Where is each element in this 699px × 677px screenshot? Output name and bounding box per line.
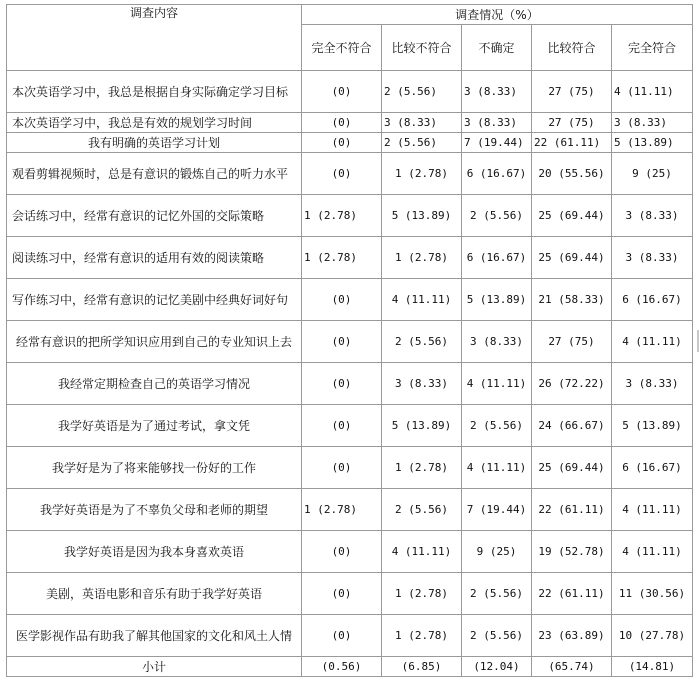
value-cell: (0) — [302, 133, 382, 153]
value-cell: 6 (16.67) — [462, 237, 532, 279]
question-cell: 我学好英语是因为我本身喜欢英语 — [7, 531, 302, 573]
value-cell: (0) — [302, 71, 382, 113]
total-cell: (14.81) — [612, 657, 693, 677]
header-col-5: 完全符合 — [612, 25, 693, 71]
value-cell: 2 (5.56) — [462, 573, 532, 615]
table-row — [7, 237, 693, 279]
value-cell: 2 (5.56) — [462, 195, 532, 237]
value-cell: (0) — [302, 113, 382, 133]
value-cell: 11 (30.56) — [612, 573, 693, 615]
header-col-1: 完全不符合 — [302, 25, 382, 71]
table-row — [7, 133, 693, 153]
value-cell: 6 (16.67) — [612, 279, 693, 321]
question-cell: 本次英语学习中，我总是有效的规划学习时间 — [7, 113, 302, 133]
question-cell: 本次英语学习中，我总是根据自身实际确定学习目标 — [7, 71, 302, 113]
table-row — [7, 405, 693, 447]
survey-table — [6, 4, 693, 677]
value-cell: (0) — [302, 321, 382, 363]
value-cell: 19 (52.78) — [532, 531, 612, 573]
value-cell: 3 (8.33) — [382, 363, 462, 405]
value-cell: 27 (75) — [532, 113, 612, 133]
value-cell: 5 (13.89) — [612, 405, 693, 447]
value-cell: (0) — [302, 531, 382, 573]
value-cell: 4 (11.11) — [612, 71, 693, 113]
question-cell: 阅读练习中，经常有意识的适用有效的阅读策略 — [7, 237, 302, 279]
value-cell: (0) — [302, 615, 382, 657]
value-cell: (0) — [302, 405, 382, 447]
table-row — [7, 363, 693, 405]
question-cell: 我经常定期检查自己的英语学习情况 — [7, 363, 302, 405]
value-cell: 4 (11.11) — [612, 489, 693, 531]
question-cell: 写作练习中，经常有意识的记忆美剧中经典好词好句 — [7, 279, 302, 321]
value-cell: 4 (11.11) — [462, 447, 532, 489]
value-cell: 22 (61.11) — [532, 573, 612, 615]
value-cell: 27 (75) — [532, 71, 612, 113]
question-cell: 我有明确的英语学习计划 — [7, 133, 302, 153]
survey-table-wrapper — [6, 4, 693, 677]
question-cell: 经常有意识的把所学知识应用到自己的专业知识上去 — [7, 321, 302, 363]
value-cell: 6 (16.67) — [462, 153, 532, 195]
value-cell: 2 (5.56) — [382, 489, 462, 531]
value-cell: 5 (13.89) — [612, 133, 693, 153]
question-cell: 观看剪辑视频时，总是有意识的锻炼自己的听力水平 — [7, 153, 302, 195]
value-cell: 3 (8.33) — [612, 363, 693, 405]
value-cell: 6 (16.67) — [612, 447, 693, 489]
value-cell: 1 (2.78) — [382, 153, 462, 195]
value-cell: 3 (8.33) — [462, 321, 532, 363]
value-cell: 2 (5.56) — [382, 71, 462, 113]
total-cell: (0.56) — [302, 657, 382, 677]
value-cell: 4 (11.11) — [382, 531, 462, 573]
header-col-2: 比较不符合 — [382, 25, 462, 71]
value-cell: 4 (11.11) — [612, 531, 693, 573]
table-row — [7, 153, 693, 195]
value-cell: 20 (55.56) — [532, 153, 612, 195]
value-cell: 5 (13.89) — [462, 279, 532, 321]
table-row — [7, 321, 693, 363]
table-row — [7, 113, 693, 133]
value-cell: 22 (61.11) — [532, 489, 612, 531]
value-cell: 5 (13.89) — [382, 405, 462, 447]
value-cell: 22 (61.11) — [532, 133, 612, 153]
question-cell: 我学好英语是为了通过考试，拿文凭 — [7, 405, 302, 447]
table-row — [7, 615, 693, 657]
value-cell: (0) — [302, 279, 382, 321]
value-cell: 3 (8.33) — [462, 113, 532, 133]
value-cell: 4 (11.11) — [382, 279, 462, 321]
value-cell: 2 (5.56) — [462, 615, 532, 657]
value-cell: 25 (69.44) — [532, 237, 612, 279]
table-row — [7, 489, 693, 531]
value-cell: (0) — [302, 153, 382, 195]
value-cell: 3 (8.33) — [612, 113, 693, 133]
table-row — [7, 447, 693, 489]
value-cell: 25 (69.44) — [532, 195, 612, 237]
question-cell: 医学影视作品有助我了解其他国家的文化和风土人情 — [7, 615, 302, 657]
value-cell: 9 (25) — [612, 153, 693, 195]
total-cell: (6.85) — [382, 657, 462, 677]
total-cell: (65.74) — [532, 657, 612, 677]
question-cell: 我学好英语是为了不辜负父母和老师的期望 — [7, 489, 302, 531]
value-cell: 2 (5.56) — [382, 321, 462, 363]
table-row — [7, 573, 693, 615]
value-cell: 2 (5.56) — [462, 405, 532, 447]
value-cell: 1 (2.78) — [382, 447, 462, 489]
question-cell: 我学好是为了将来能够找一份好的工作 — [7, 447, 302, 489]
value-cell: 24 (66.67) — [532, 405, 612, 447]
value-cell: 7 (19.44) — [462, 489, 532, 531]
value-cell: 23 (63.89) — [532, 615, 612, 657]
value-cell: 3 (8.33) — [382, 113, 462, 133]
value-cell: 3 (8.33) — [612, 195, 693, 237]
value-cell: 27 (75) — [532, 321, 612, 363]
value-cell: 1 (2.78) — [382, 237, 462, 279]
value-cell: (0) — [302, 573, 382, 615]
header-col-4: 比较符合 — [532, 25, 612, 71]
value-cell: 7 (19.44) — [462, 133, 532, 153]
table-row — [7, 195, 693, 237]
header-survey: 调查情况（%） — [302, 5, 693, 25]
question-cell: 会话练习中，经常有意识的记忆外国的交际策略 — [7, 195, 302, 237]
value-cell: 4 (11.11) — [462, 363, 532, 405]
value-cell: 1 (2.78) — [302, 489, 382, 531]
value-cell: 9 (25) — [462, 531, 532, 573]
table-row — [7, 279, 693, 321]
total-cell: (12.04) — [462, 657, 532, 677]
value-cell: 10 (27.78) — [612, 615, 693, 657]
total-row — [7, 657, 693, 677]
value-cell: 1 (2.78) — [382, 573, 462, 615]
value-cell: (0) — [302, 447, 382, 489]
table-row — [7, 71, 693, 113]
value-cell: 2 (5.56) — [382, 133, 462, 153]
value-cell: 1 (2.78) — [302, 195, 382, 237]
value-cell: 1 (2.78) — [302, 237, 382, 279]
value-cell: 26 (72.22) — [532, 363, 612, 405]
value-cell: 1 (2.78) — [382, 615, 462, 657]
value-cell: 3 (8.33) — [462, 71, 532, 113]
header-col-3: 不确定 — [462, 25, 532, 71]
value-cell: 25 (69.44) — [532, 447, 612, 489]
value-cell: 4 (11.11) — [612, 321, 693, 363]
value-cell: (0) — [302, 363, 382, 405]
total-label: 小计 — [7, 657, 302, 677]
question-cell: 美剧，英语电影和音乐有助于我学好英语 — [7, 573, 302, 615]
value-cell: 3 (8.33) — [612, 237, 693, 279]
header-row-top — [7, 5, 693, 25]
header-content: 调查内容 — [7, 5, 302, 71]
value-cell: 21 (58.33) — [532, 279, 612, 321]
value-cell: 5 (13.89) — [382, 195, 462, 237]
table-row — [7, 531, 693, 573]
